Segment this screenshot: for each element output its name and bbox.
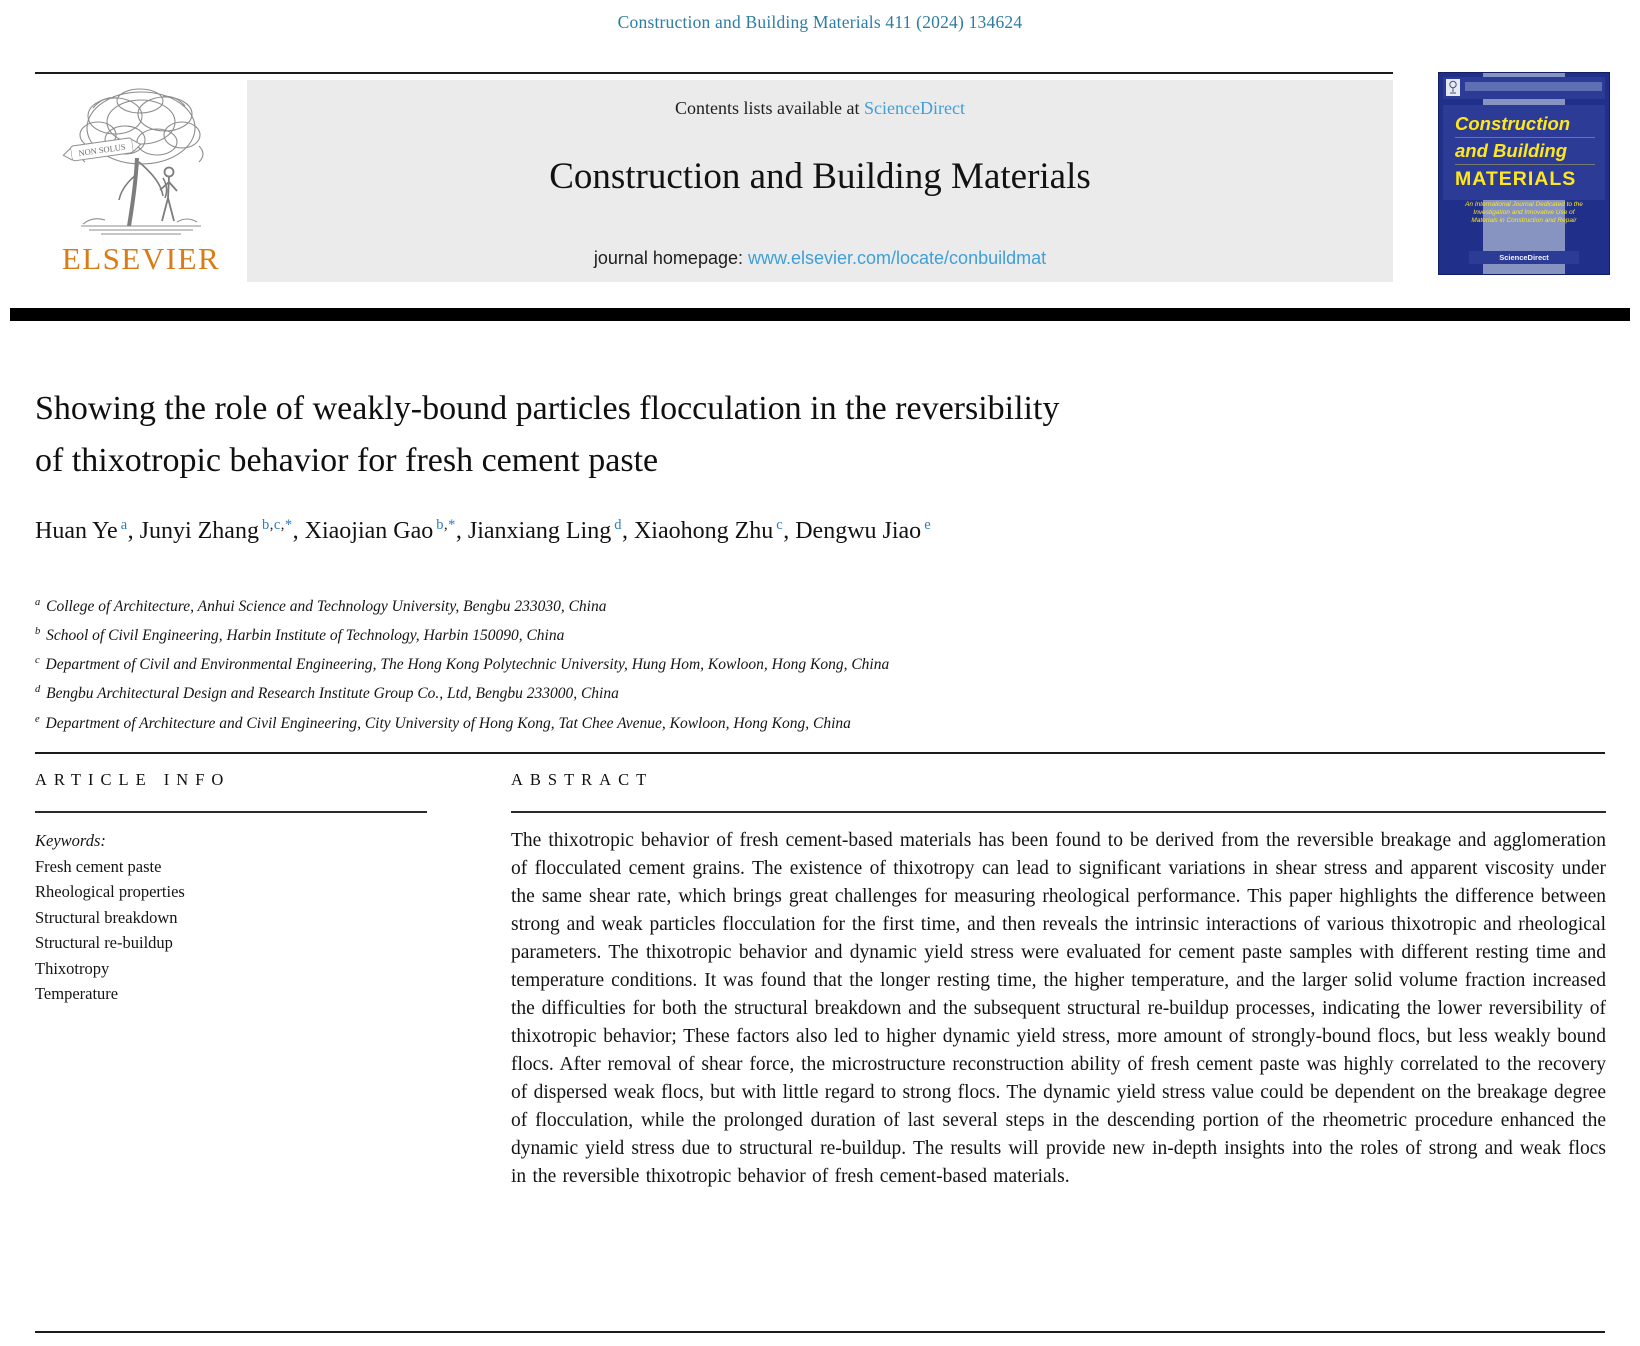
author-affiliation-sup: b,c,* [261,517,293,533]
elsevier-wordmark: ELSEVIER [61,241,221,276]
authors-line: Huan Ye $^a$, Junyi Zhang $^{b,c,*}$, Xiaojian Gao $^{b,*}$, Jianxiang Ling $^d$, Xiaohong Zhu $^c$, Dengwu Jiao $^e$ [35,517,932,544]
cover-separator [1455,137,1595,138]
cover-subtitle: An International Journal Dedicated to the Investigation and Innovative Use of Materials in Construction and Repair [1465,201,1583,224]
journal-header-banner [247,80,1393,282]
affiliation: $^c$ Department of Civil and Environmental Engineering, The Hong Kong Polytechnic University, Hung Hom, Kowloon, Hong Kong, China [35,655,890,674]
cover-separator [1455,164,1595,165]
author-name: Jianxiang Ling [467,518,612,544]
abstract-text: The thixotropic behavior of fresh cement-based materials has been found to be derived from the reversible breakage and agglomeration of flocculated cement grains. The existence of thixotropy can lead to significant variations in shear stress and apparent viscosity under the same shear rate, which brings great challenges for measuring rheological performance. This paper highlights the difference between strong and weak particles flocculation for the first time, and then reveals the intrinsic interactions of various thixotropic and rheological parameters. The thixotropic behavior and dynamic yield stress were evaluated for cement paste samples with different resting time and temperature conditions. It was found that the longer resting time, the higher temperature, and the larger solid volume fraction increased the difficulties for both the structural breakdown and the subsequent structural re-buildup processes, indicating the lower reversibility of thixotropic behavior; These factors also led to higher dynamic yield stress, more amount of strongly-bound flocs, but less weakly bound flocs. After removal of shear force, the microstructure reconstruction ability of fresh cement paste was highly correlated to the recovery of dispersed weak flocs, but with little regard to strong flocs. The dynamic yield stress value could be dependent on the breakage degree of flocculation, while the prolonged duration of last several steps in the descending portion of the rheometric procedure enhanced the dynamic yield stress due to structural re-buildup. The results will provide new in-depth insights into the roles of strong and weak flocs in the reversible thixotropic behavior of fresh cement-based materials. [511,829,1606,1187]
elsevier-tree-icon [53,78,229,238]
article-info-column [35,770,427,1007]
article-info-rule [35,811,427,813]
abstract-rule [511,811,1606,813]
author-affiliation-sup: c [776,517,784,533]
contents-prefix: Contents lists available at [675,98,864,118]
page-bottom-rule [35,1331,1605,1333]
article-title [35,383,1455,487]
article-info-heading: ARTICLE INFO [35,770,231,789]
elsevier-logo [35,78,247,284]
keyword: Structural re-buildup [35,933,173,952]
keyword: Rheological properties [35,882,185,901]
journal-homepage-link[interactable]: www.elsevier.com/locate/conbuildmat [747,248,1047,268]
author-name: Junyi Zhang [139,518,259,544]
article-title-line: of thixotropic behavior for fresh cement paste [35,442,659,479]
author-name: Huan Ye [35,518,118,544]
homepage-line [247,248,1393,269]
cover-title-block [1443,105,1605,200]
cover-top-strip [1443,77,1605,99]
journal-cover-thumbnail[interactable] [1438,72,1610,275]
author-name: Xiaohong Zhu [633,518,774,544]
cover-issn-bar [1465,82,1602,91]
cover-title-line1: Construction [1455,113,1571,134]
keyword: Thixotropy [35,958,110,978]
keywords-list [35,854,427,1007]
journal-citation: Construction and Building Materials 411 (2024) 134624 [617,12,1023,32]
section-divider-rule [35,752,1605,754]
cover-title-line3: MATERIALS [1455,168,1577,190]
affiliation: $^b$ School of Civil Engineering, Harbin Institute of Technology, Harbin 150090, China [35,626,565,645]
affiliation: $^e$ Department of Architecture and Civil Engineering, City University of Hong Kong, Tat Chee Avenue, Kowloon, Hong Kong, China [35,713,851,732]
cover-title-line2: and Building [1455,140,1568,161]
keyword: Temperature [35,984,119,1003]
abstract-column [511,770,1606,1191]
homepage-prefix: journal homepage: [593,248,748,268]
contents-line [247,80,1393,119]
author-affiliation-sup: d [614,517,622,533]
keyword: Fresh cement paste [35,856,162,876]
journal-banner-title: Construction and Building Materials [549,156,1091,197]
affiliations-list [35,590,1335,736]
article-title-line: Showing the role of weakly-bound particles flocculation in the reversibility [35,390,1060,427]
keywords-label: Keywords: [35,830,106,850]
keyword: Structural breakdown [35,907,178,927]
cover-sciencedirect-label: ScienceDirect [1469,251,1579,264]
affiliation: $^d$ Bengbu Architectural Design and Research Institute Group Co., Ltd, Bengbu 233000, China [35,684,619,703]
cover-elsevier-mark-icon [1446,79,1460,96]
author-name: Xiaojian Gao [304,518,434,544]
author-affiliation-sup: a [120,517,128,533]
non-solus-ribbon-text: NON SOLUS [77,141,127,159]
sciencedirect-link[interactable]: ScienceDirect [864,98,965,118]
header-top-rule [35,72,1393,74]
author-affiliation-sup: e [924,517,932,533]
author-affiliation-sup: b,* [436,517,456,533]
author-name: Dengwu Jiao [795,518,922,544]
abstract-heading: ABSTRACT [511,770,654,789]
header-divider-bar [10,308,1630,321]
affiliation: $^a$ College of Architecture, Anhui Science and Technology University, Bengbu 233030, China [35,597,607,616]
